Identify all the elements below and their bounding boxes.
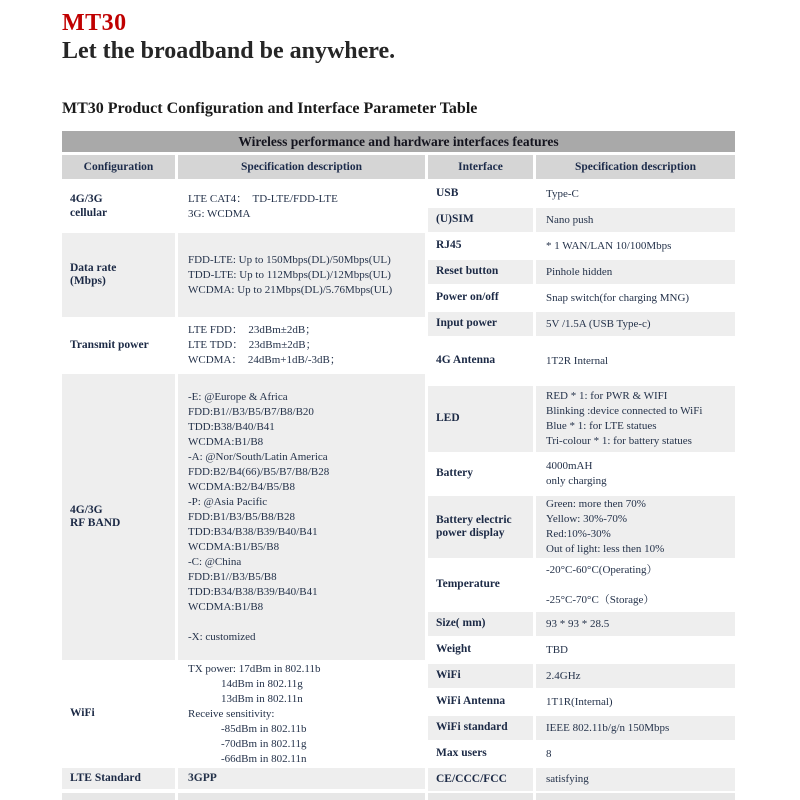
product-name: MT30 <box>62 10 127 36</box>
spec-table <box>62 131 735 800</box>
table-band-header: Wireless performance and hardware interfaces features <box>62 131 735 152</box>
row-value: Nano push <box>536 208 735 232</box>
row-label: CE/CCC/FCC <box>428 768 533 791</box>
table-row-certification <box>428 768 735 791</box>
partial-row <box>62 793 735 800</box>
table-row-wifi-standard <box>428 716 735 740</box>
table-row-wifi-power <box>62 662 425 766</box>
table-row-battery-display <box>428 496 735 558</box>
row-value: * 1 WAN/LAN 10/100Mbps <box>546 239 672 252</box>
row-value: 3GPP <box>178 768 425 789</box>
row-value: -E: @Europe & Africa FDD:B1//B3/B5/B7/B8/B20 TDD:B38/B40/B41 WCDMA:B1/B8 -A: @Nor/South/Latin America FDD:B2/B4(66)/B5/B7/B8/B28 WCDMA:B2/B4/B5/B8 -P: @Asia Pacific FDD:B1/B3/B5/B8/B28 TDD:B34/B38/B39/B40/B41 WCDMA:B1/B5/B8 -C: @China FDD:B1//B3/B5/B8 TDD:B34/B38/B39/B40/B41 WCDMA:B1/B8 -X: customized <box>178 374 425 660</box>
tables-container <box>62 182 735 791</box>
row-value: satisfying <box>536 768 735 791</box>
table-row-transmit-power <box>62 319 425 372</box>
row-value: 93 * 93 * 28.5 <box>536 612 735 636</box>
interface-table <box>428 182 735 791</box>
row-label: Battery <box>436 467 474 480</box>
row-label: Size( mm) <box>428 612 533 636</box>
table-row-cellular <box>62 182 425 231</box>
row-value: Green: more then 70% Yellow: 30%-70% Red:10%-30% Out of light: less then 10% <box>536 496 735 558</box>
column-header-row <box>62 155 735 179</box>
partial-cell <box>62 793 175 800</box>
row-value: Pinhole hidden <box>536 260 735 284</box>
table-row-4g-antenna <box>428 338 735 384</box>
row-value: 1T2R Internal <box>546 354 609 367</box>
row-label: 4G Antenna <box>436 354 496 367</box>
row-value: 4000mAH only charging <box>546 460 607 487</box>
table-title: MT30 Product Configuration and Interface Parameter Table <box>62 100 478 117</box>
row-label: Temperature <box>436 578 500 591</box>
column-header-configuration: Configuration <box>62 155 175 179</box>
table-row-battery <box>428 454 735 494</box>
row-value: 5V /1.5A (USB Type-c) <box>536 312 735 336</box>
configuration-table <box>62 182 425 789</box>
row-label: Input power <box>428 312 533 336</box>
table-row-temperature <box>428 560 735 610</box>
row-label: WiFi <box>428 664 533 688</box>
row-value: Type-C <box>546 187 579 200</box>
row-label: USB <box>436 187 459 200</box>
row-value: 1T1R(Internal) <box>546 695 613 708</box>
row-label: Power on/off <box>436 291 499 304</box>
table-row-size <box>428 612 735 636</box>
table-row-max-users <box>428 742 735 766</box>
row-label: LTE Standard <box>62 768 175 789</box>
partial-cell <box>428 793 533 800</box>
row-label: Data rate (Mbps) <box>62 233 175 317</box>
row-label: Battery electric power display <box>428 496 533 558</box>
row-label: (U)SIM <box>428 208 533 232</box>
column-header-spec-left: Specification description <box>178 155 425 179</box>
table-row-wifi-freq <box>428 664 735 688</box>
row-value: 2.4GHz <box>536 664 735 688</box>
row-label: WiFi Antenna <box>436 695 506 708</box>
column-header-spec-right: Specification description <box>536 155 735 179</box>
row-value: FDD-LTE: Up to 150Mbps(DL)/50Mbps(UL) TDD-LTE: Up to 112Mbps(DL)/12Mbps(UL) WCDMA: Up to 21Mbps(DL)/5.76Mbps(UL) <box>178 233 425 317</box>
row-label: WiFi standard <box>428 716 533 740</box>
row-label: 4G/3G cellular <box>70 193 108 219</box>
row-label: WiFi <box>70 707 95 720</box>
row-label: 4G/3G RF BAND <box>62 374 175 660</box>
row-value: TX power: 17dBm in 802.11b 14dBm in 802.11g 13dBm in 802.11n Receive sensitivity: -85dBm in 802.11b -70dBm in 802.11g -66dBm in 802.11n <box>188 662 321 765</box>
row-value: TBD <box>546 643 568 656</box>
row-value: LTE FDD： 23dBm±2dB； LTE TDD： 23dBm±2dB； WCDMA： 24dBm+1dB/-3dB； <box>188 324 341 366</box>
row-value: Snap switch(for charging MNG) <box>546 291 690 304</box>
table-row-rf-band <box>62 374 425 660</box>
row-value: 8 <box>546 747 552 760</box>
row-value: LTE CAT4： TD-LTE/FDD-LTE 3G: WCDMA <box>188 192 338 220</box>
table-row-usim <box>428 208 735 232</box>
table-row-rj45 <box>428 234 735 258</box>
row-value: IEEE 802.11b/g/n 150Mbps <box>536 716 735 740</box>
row-value: RED * 1: for PWR & WIFI Blinking :device connected to WiFi Blue * 1: for LTE statues Tri-colour * 1: for battery statues <box>536 386 735 452</box>
row-value: -20°C-60°C(Operating） -25°C-70°C（Storage） <box>546 563 658 606</box>
table-row-led <box>428 386 735 452</box>
table-row-reset-button <box>428 260 735 284</box>
table-row-power-onoff <box>428 286 735 310</box>
table-row-wifi-antenna <box>428 690 735 714</box>
row-label: Reset button <box>428 260 533 284</box>
column-header-interface: Interface <box>428 155 533 179</box>
table-row-data-rate <box>62 233 425 317</box>
row-label: Max users <box>436 747 487 760</box>
table-row-usb <box>428 182 735 206</box>
table-row-input-power <box>428 312 735 336</box>
row-label: Transmit power <box>70 338 149 351</box>
row-label: Weight <box>436 643 472 656</box>
row-label: RJ45 <box>436 239 462 252</box>
row-label: LED <box>428 386 533 452</box>
table-row-lte-standard <box>62 768 425 789</box>
partial-cell <box>178 793 425 800</box>
table-row-weight <box>428 638 735 662</box>
partial-cell <box>536 793 735 800</box>
tagline: Let the broadband be anywhere. <box>62 38 396 64</box>
